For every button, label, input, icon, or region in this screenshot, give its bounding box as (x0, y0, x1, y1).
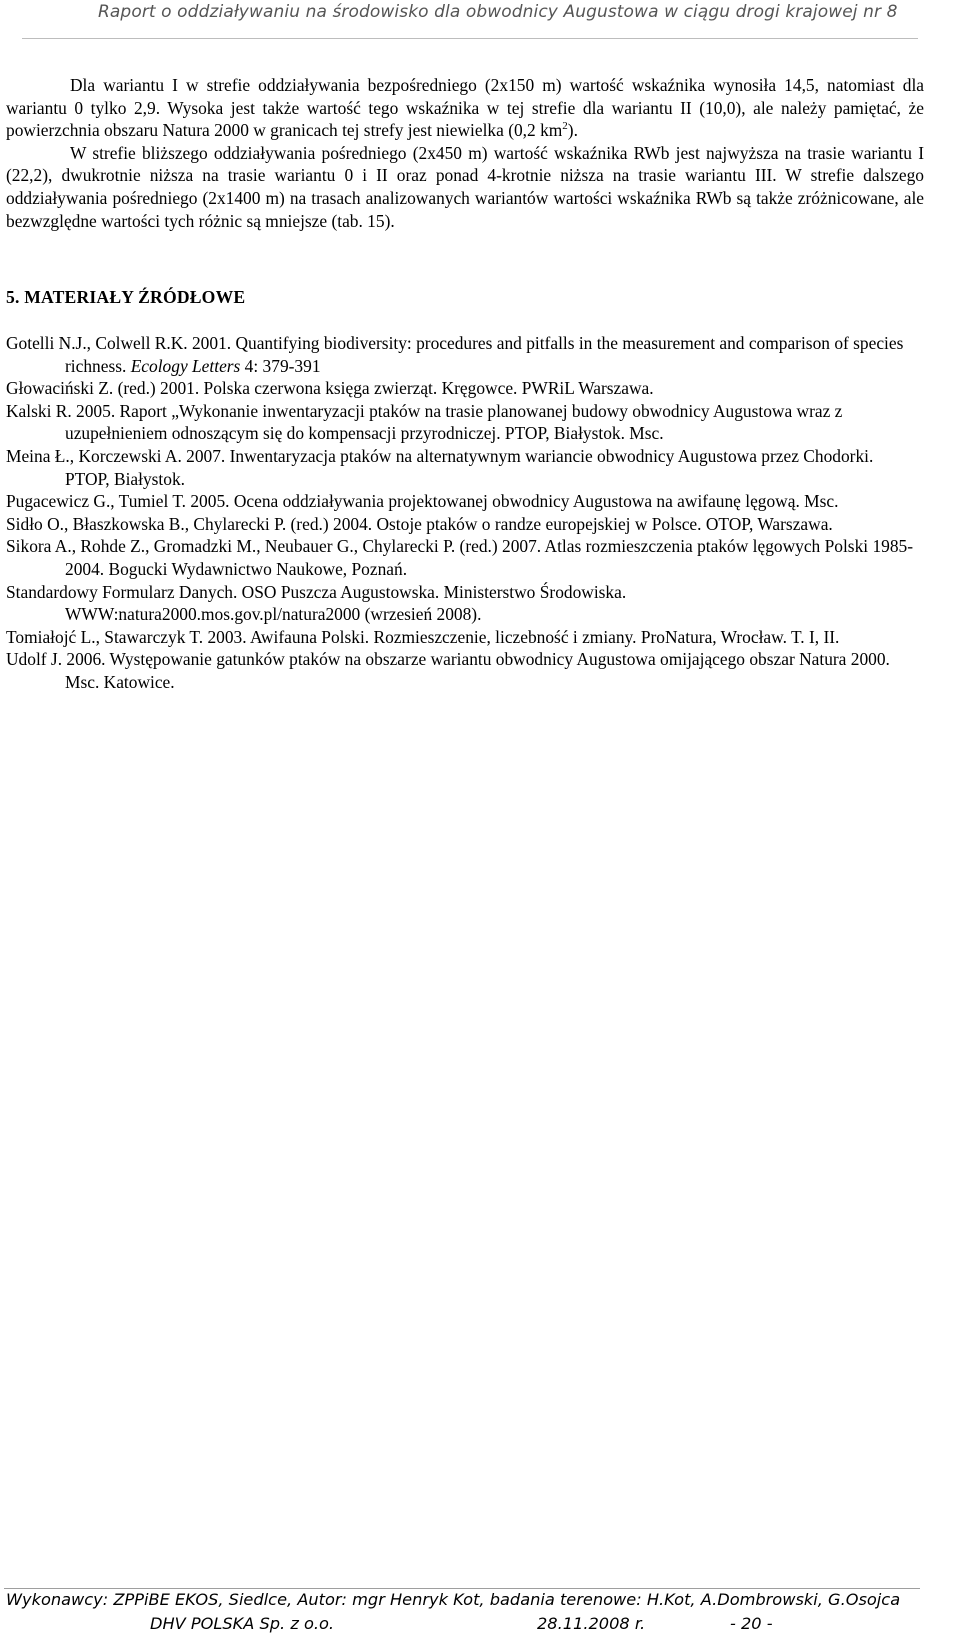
footer-authors: Wykonawcy: ZPPiBE EKOS, Siedlce, Autor: mgr Henryk Kot, badania terenowe: H.Kot, A.Dombrowski, G.Osojca (6, 1590, 901, 1609)
page-header (98, 0, 918, 24)
reference-item: Standardowy Formularz Danych. OSO Puszcza Augustowska. Ministerstwo Środowiska. WWW:natura2000.mos.gov.pl/natura2000 (wrzesień 2008). (6, 581, 627, 625)
journal-name: Ecology Letters (130, 355, 241, 376)
section-heading: 5. MATERIAŁY ŹRÓDŁOWE (6, 287, 246, 307)
header-divider (22, 38, 918, 39)
superscript: 2 (562, 120, 568, 133)
reference-item: Meina Ł., Korczewski A. 2007. Inwentaryzacja ptaków na alternatywnym wariancie obwodnicy Augustowa przez Chodorki. PTOP, Białystok. (6, 445, 874, 489)
page-number: - 20 - (730, 1614, 773, 1633)
footer-company: DHV POLSKA Sp. z o.o. (150, 1614, 335, 1633)
reference-item: Pugacewicz G., Tumiel T. 2005. Ocena oddziaływania projektowanej obwodnicy Augustowa na awifaunę lęgową. Msc. (6, 491, 839, 512)
reference-item: Głowaciński Z. (red.) 2001. Polska czerwona księga zwierząt. Kręgowce. PWRiL Warszawa. (6, 378, 654, 399)
reference-list (6, 332, 922, 694)
paragraph-2: W strefie bliższego oddziaływania pośredniego (2x450 m) wartość wskaźnika RWb jest najwyższa na trasie wariantu I (22,2), dwukrotnie niższa na trasie wariantu 0 i II oraz ponad 4-krotnie niższa na trasie wariantu III. W strefie dalszego oddziaływania pośredniego (2x1400 m) na trasach analizowanych wariantów wartości wskaźnika RWb są także zróżnicowane, ale bezwzględne wartości tych różnic są mniejsze (tab. 15). (6, 142, 924, 231)
body-text (6, 74, 924, 232)
reference-item: Sidło O., Błaszkowska B., Chylarecki P. (red.) 2004. Ostoje ptaków o randze europejskiej w Polsce. OTOP, Warszawa. (6, 513, 833, 534)
document-title: Raport o oddziaływaniu na środowisko dla obwodnicy Augustowa w ciągu drogi krajowej nr 8 (98, 2, 898, 22)
reference-item: Udolf J. 2006. Występowanie gatunków ptaków na obszarze wariantu obwodnicy Augustowa omijającego obszar Natura 2000. Msc. Katowice. (6, 649, 890, 692)
paragraph-1: Dla wariantu I w strefie oddziaływania bezpośredniego (2x150 m) wartość wskaźnika wynosiła 14,5, natomiast dla wariantu 0 tylko 2,9. Wysoka jest także wartość tego wskaźnika w tej strefie dla wariantu II (10,0), ale należy pamiętać, że powierzchnia obszaru Natura 2000 w granicach tej strefy jest niewielka (0,2 $km^2$). (6, 75, 924, 141)
reference-item: Gotelli N.J., Colwell R.K. 2001. Quantifying biodiversity: procedures and pitfalls in the measurement and comparison of species richness. Ecology Letters 4: 379-391 (6, 333, 904, 376)
reference-item: Sikora A., Rohde Z., Gromadzki M., Neubauer G., Chylarecki P. (red.) 2007. Atlas rozmieszczenia ptaków lęgowych Polski 1985-2004. Bogucki Wydawnictwo Naukowe, Poznań. (6, 536, 914, 579)
footer-date: 28.11.2008 r. (537, 1614, 646, 1633)
reference-item: Kalski R. 2005. Raport „Wykonanie inwentaryzacji ptaków na trasie planowanej budowy obwodnicy Augustowa wraz z uzupełnieniem odnoszącym się do kompensacji przyrodniczej. PTOP, Białystok. Msc. (6, 400, 843, 444)
reference-item: Tomiałojć L., Stawarczyk T. 2003. Awifauna Polski. Rozmieszczenie, liczebność i zmiany. ProNatura, Wrocław. T. I, II. (6, 626, 840, 647)
